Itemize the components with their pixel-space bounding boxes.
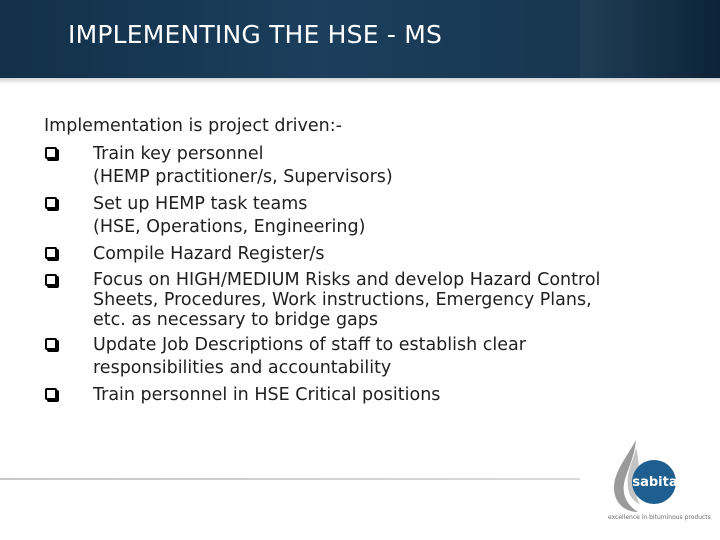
- bullet-line: Focus on HIGH/MEDIUM Risks and develop Hazard Control: [93, 270, 601, 290]
- checkbox-square-icon: [45, 247, 57, 259]
- bullet-item: [44, 384, 704, 407]
- title-bar: [0, 0, 720, 78]
- bullet-line: Update Job Descriptions of staff to establish clear: [93, 335, 526, 355]
- intro-text: Implementation is project driven:-: [44, 116, 342, 136]
- bullet-list: [44, 143, 704, 407]
- bullet-line: Sheets, Procedures, Work instructions, Emergency Plans,: [93, 290, 592, 310]
- bullet-line: (HSE, Operations, Engineering): [93, 217, 366, 237]
- title-bar-shade: [580, 0, 720, 78]
- bullet-line: responsibilities and accountability: [93, 358, 392, 378]
- logo-tagline: excellence in bituminous products: [608, 514, 711, 521]
- checkbox-square-icon: [45, 338, 57, 350]
- slide-body: [44, 115, 704, 411]
- bullet-item: [44, 270, 704, 330]
- bullet-item: [44, 193, 704, 239]
- slide-title: IMPLEMENTING THE HSE - MS: [68, 20, 443, 49]
- checkbox-square-icon: [45, 274, 57, 286]
- bullet-line: etc. as necessary to bridge gaps: [93, 310, 378, 330]
- bullet-line: (HEMP practitioner/s, Supervisors): [93, 167, 393, 187]
- bullet-item: [44, 143, 704, 189]
- bullet-line: Compile Hazard Register/s: [93, 244, 325, 264]
- logo-wordmark: sabita: [632, 475, 678, 490]
- bullet-line: Train personnel in HSE Critical positions: [93, 385, 441, 405]
- bullet-item: [44, 243, 704, 266]
- bullet-line: Set up HEMP task teams: [93, 194, 308, 214]
- sabita-logo: [608, 438, 711, 528]
- bullet-line: Train key personnel: [93, 144, 264, 164]
- checkbox-square-icon: [45, 197, 57, 209]
- sabita-drop-icon: [608, 438, 708, 518]
- checkbox-square-icon: [45, 147, 57, 159]
- bullet-item: [44, 334, 704, 380]
- title-bar-shadow: [0, 78, 720, 84]
- checkbox-square-icon: [45, 388, 57, 400]
- footer-divider: [0, 478, 580, 480]
